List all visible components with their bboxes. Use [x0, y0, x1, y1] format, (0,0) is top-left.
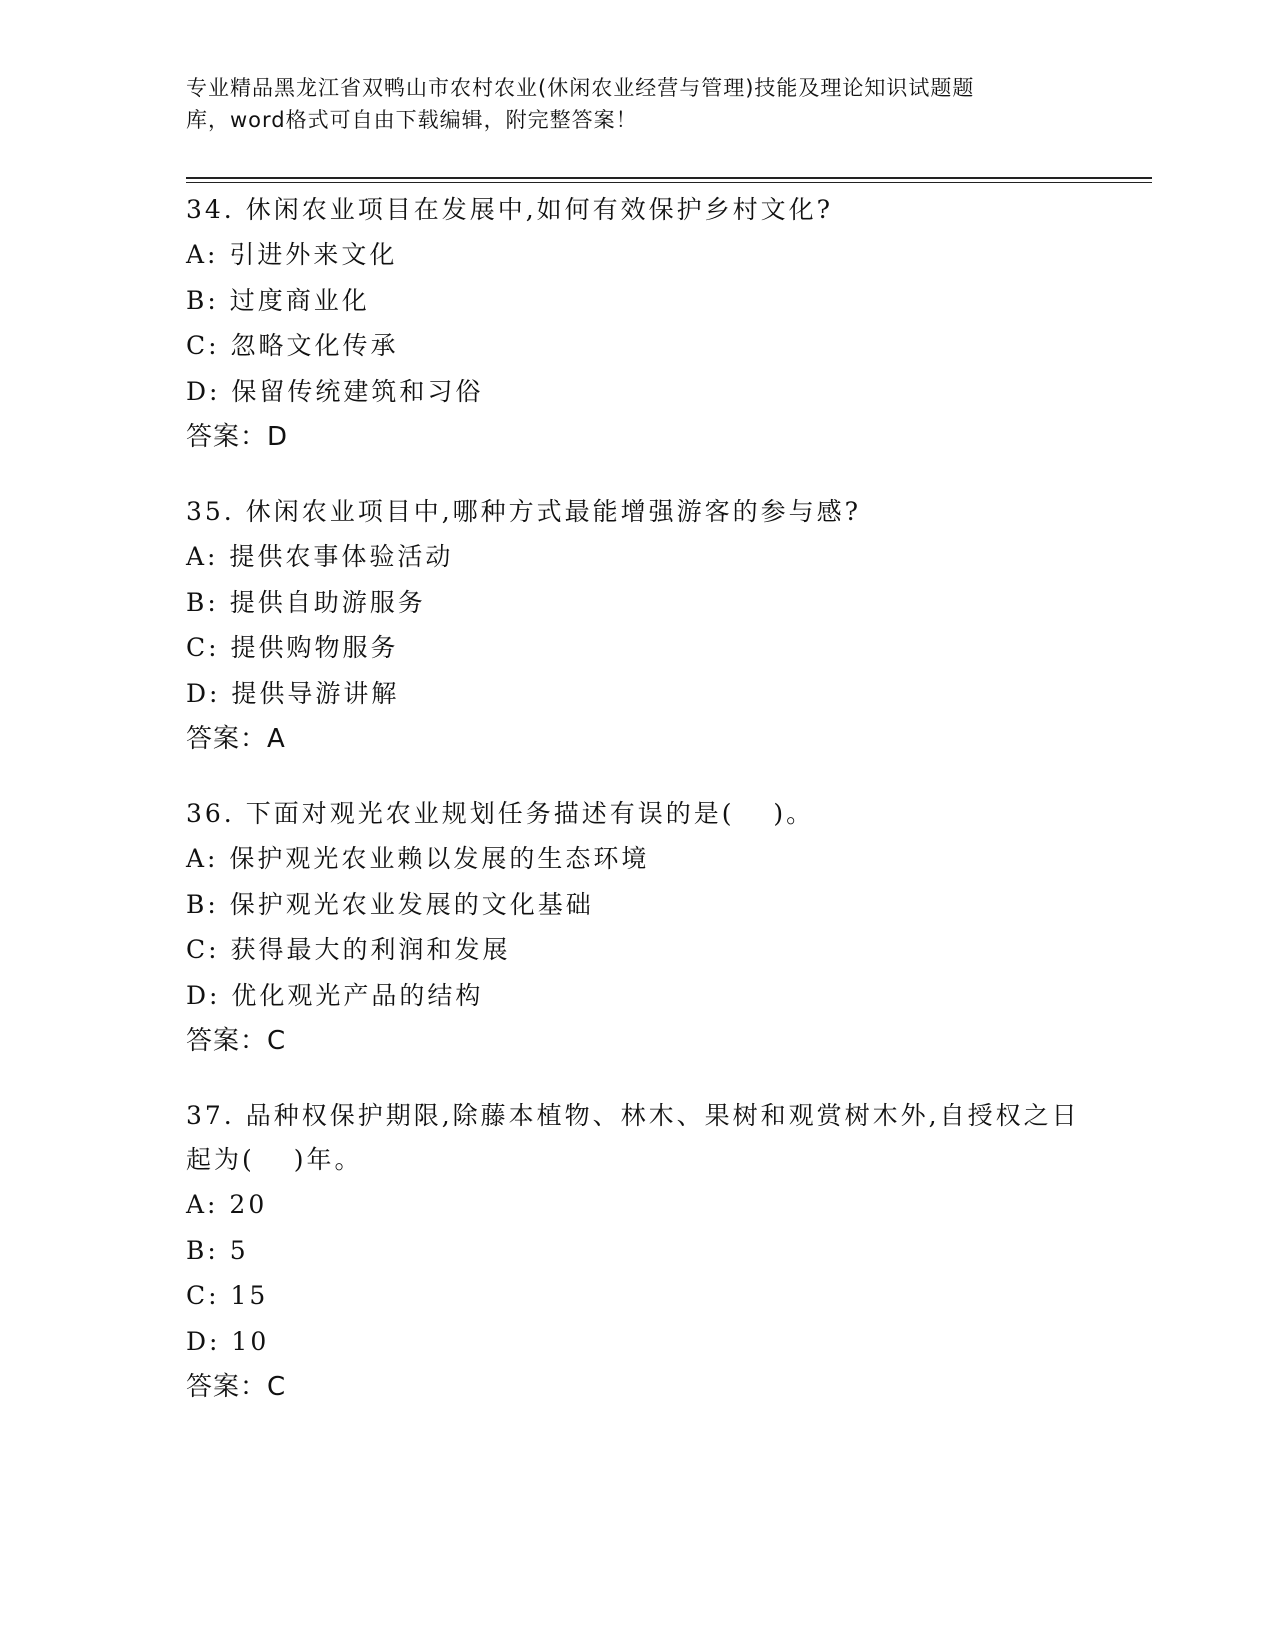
- option-c: C: 忽略文化传承: [186, 331, 399, 360]
- question-text: 36. 下面对观光农业规划任务描述有误的是( )。: [186, 799, 815, 828]
- option-a: A: 提供农事体验活动: [186, 542, 454, 571]
- answer-line: 答案：C: [186, 1372, 287, 1402]
- option-b: B: 过度商业化: [186, 285, 370, 315]
- option-d: D: 保留传统建筑和习俗: [186, 376, 484, 406]
- option-c: C: 15: [186, 1281, 269, 1310]
- header-divider-thin: [186, 182, 1152, 183]
- option-d: D: 10: [186, 1326, 270, 1356]
- option-b: B: 提供自助游服务: [186, 587, 426, 617]
- answer-line: 答案：D: [186, 422, 289, 452]
- option-a: A: 20: [186, 1190, 268, 1219]
- question-text: 35. 休闲农业项目中,哪种方式最能增强游客的参与感?: [186, 497, 862, 526]
- question-list: [186, 188, 1086, 1440]
- header-divider-thick: [186, 177, 1152, 179]
- question-37: [186, 1094, 1086, 1410]
- question-34: [186, 188, 1086, 460]
- question-36: [186, 792, 1086, 1064]
- question-35: [186, 490, 1086, 762]
- header-title-line-2: 库，word格式可自由下载编辑，附完整答案！: [186, 108, 638, 132]
- option-d: D: 优化观光产品的结构: [186, 980, 484, 1010]
- option-b: B: 保护观光农业发展的文化基础: [186, 889, 594, 919]
- option-a: A: 引进外来文化: [186, 240, 398, 269]
- question-text: 34. 休闲农业项目在发展中,如何有效保护乡村文化?: [186, 195, 834, 224]
- document-header: [186, 72, 1086, 136]
- option-b: B: 5: [186, 1235, 249, 1265]
- answer-line: 答案：A: [186, 724, 286, 754]
- answer-line: 答案：C: [186, 1026, 287, 1056]
- option-c: C: 提供购物服务: [186, 633, 399, 662]
- option-d: D: 提供导游讲解: [186, 678, 400, 708]
- header-title-line-1: 专业精品黑龙江省双鸭山市农村农业(休闲农业经营与管理)技能及理论知识试题题: [186, 76, 975, 100]
- question-text: 37. 品种权保护期限,除藤本植物、林木、果树和观赏树木外,自授权之日起为( )年。: [186, 1101, 1080, 1174]
- option-c: C: 获得最大的利润和发展: [186, 935, 511, 964]
- option-a: A: 保护观光农业赖以发展的生态环境: [186, 844, 650, 873]
